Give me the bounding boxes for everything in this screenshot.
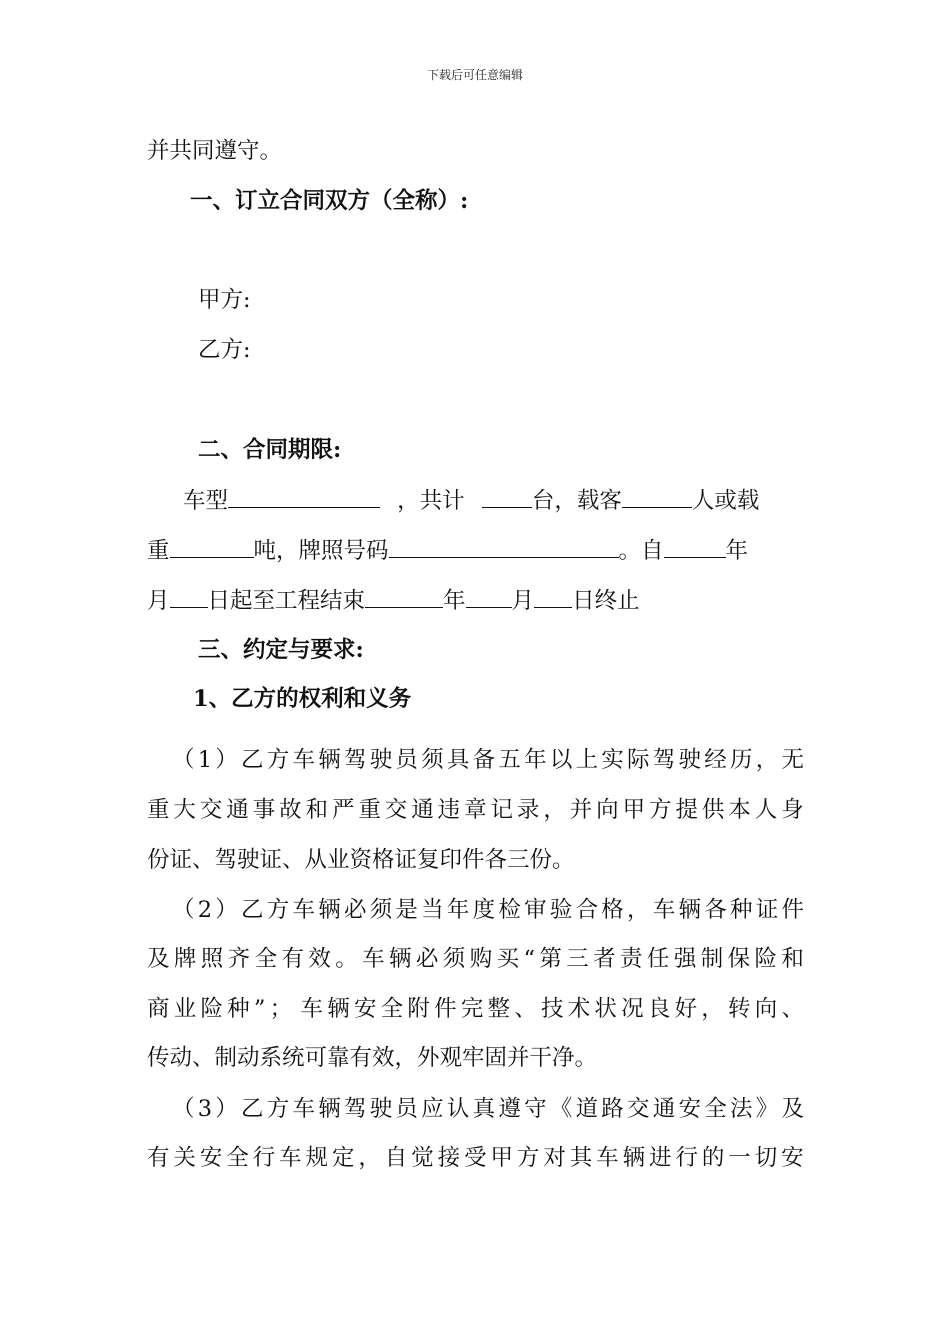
blank-count — [482, 485, 532, 508]
blank-end-year — [365, 585, 443, 608]
term-row-2 — [147, 535, 748, 566]
text-end-month: 月 — [511, 588, 535, 614]
clause-1-line-1: （ 1 ） 乙 方 车 辆 驾 驶 员 须 具 备 五 年 以 上 实 际 驾 驶 经 历 ， 无 — [172, 747, 804, 773]
text-from: 。自 — [618, 538, 664, 564]
blank-end-day — [534, 585, 572, 608]
blank-tons — [170, 535, 254, 558]
text-year: 年 — [725, 538, 749, 564]
blank-end-month — [466, 585, 512, 608]
text-or-load: 人或载 — [691, 488, 760, 514]
section2-title: 二、合同期限: — [198, 437, 342, 463]
party-a-label: 甲方: — [198, 287, 251, 313]
section3-title: 三、约定与要求: — [198, 637, 364, 663]
section1-title: 一、订立合同双方（全称）: — [190, 188, 469, 214]
party-b-label: 乙方: — [198, 337, 251, 363]
subsection-1-title: 1、乙方的权利和义务 — [193, 686, 412, 712]
clause-1-line-2: 重 大 交 通 事 故 和 严 重 交 通 违 章 记 录 ， 并 向 甲 方 提 供 本 人 身 — [147, 797, 804, 823]
blank-passengers — [622, 485, 692, 508]
clause-2-line-2: 及 牌 照 齐 全 有 效 。 车 辆 必 须 购 买 “ 第 三 者 责 任 强 制 保 险 和 — [147, 946, 804, 972]
text-plate: 吨，牌照号码 — [253, 538, 389, 564]
page-header-note: 下载后可任意编辑 — [426, 68, 523, 82]
text-load: 重 — [147, 538, 170, 564]
text-end-year: 年 — [443, 588, 466, 614]
intro-tail: 并共同遵守。 — [147, 138, 283, 164]
clause-2-line-1: （ 2 ） 乙 方 车 辆 必 须 是 当 年 度 检 审 验 合 格 ， 车 辆 各 种 证 件 — [172, 897, 804, 923]
text-until-end: 日起至工程结束 — [207, 588, 366, 614]
text-vehicle-type: 车型 — [183, 488, 229, 514]
term-row-1 — [183, 485, 759, 516]
clause-1-line-3: 份证、驾驶证、从业资格证复印件各三份。 — [147, 847, 575, 873]
term-row-3 — [147, 585, 640, 616]
blank-start-year — [664, 535, 726, 558]
blank-plate — [389, 535, 619, 558]
blank-vehicle-type — [228, 485, 380, 508]
text-month: 月 — [147, 588, 170, 614]
clause-3-line-1: （ 3 ） 乙 方 车 辆 驾 驶 员 应 认 真 遵 守 《 道 路 交 通 安 全 法 》 及 — [172, 1096, 804, 1122]
blank-start-day — [170, 585, 208, 608]
text-terminate: 日终止 — [572, 588, 640, 614]
clause-2-line-4: 传动、制动系统可靠有效，外观牢固并干净。 — [147, 1045, 598, 1071]
text-passengers: 台，载客 — [531, 488, 622, 514]
clause-3-line-2: 有 关 安 全 行 车 规 定 ， 自 觉 接 受 甲 方 对 其 车 辆 进 行 的 一 切 安 — [147, 1145, 804, 1171]
text-total: ，共计 — [397, 488, 465, 514]
clause-2-line-3: 商 业 险 种 ” ； 车 辆 安 全 附 件 完 整 、 技 术 状 况 良 好 ， 转 向 、 — [147, 996, 804, 1022]
